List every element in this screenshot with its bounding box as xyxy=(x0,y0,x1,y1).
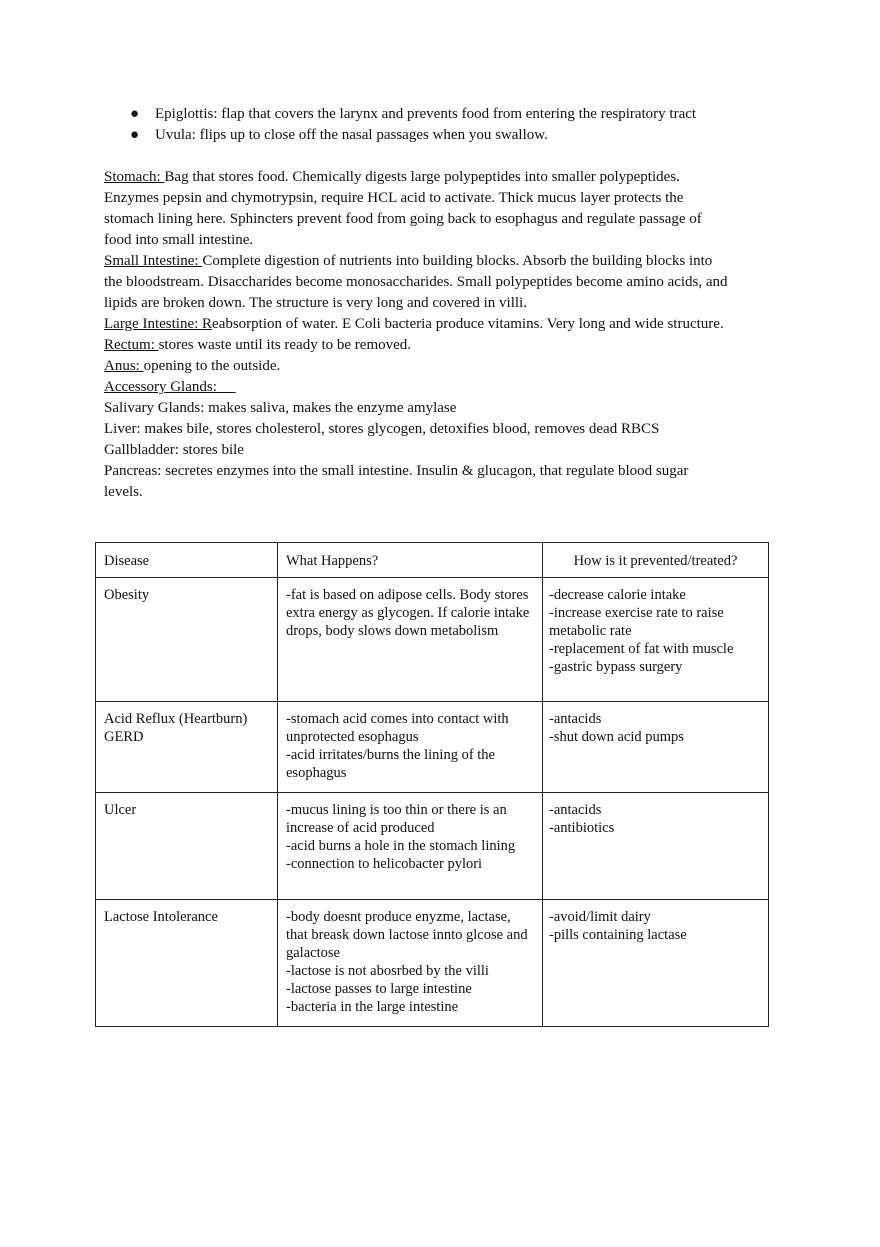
header-what-happens: What Happens? xyxy=(278,543,543,578)
cell-line: -bacteria in the large intestine xyxy=(286,999,459,1015)
bullet-item-epiglottis xyxy=(130,104,730,125)
organ-paragraph-anus xyxy=(104,356,729,377)
cell-line: -body doesnt produce enyzme, lactase, that breask down lactose innto glcose and galactose xyxy=(286,909,528,961)
accessory-glands-heading xyxy=(104,377,729,398)
cell-line: Ulcer xyxy=(104,802,137,818)
bullet-item-uvula xyxy=(130,125,730,146)
gland-pancreas: Pancreas: secretes enzymes into the small intestine. Insulin & glucagon, that regulate blood sugar levels. xyxy=(104,463,689,500)
cell-line: -antacids xyxy=(549,802,602,818)
accessory-heading-text: Accessory Glands: xyxy=(104,379,236,395)
cell-line: -antibiotics xyxy=(549,820,615,836)
organ-term: Rectum: xyxy=(104,337,159,353)
bullet-dot-icon: ● xyxy=(130,127,140,143)
organ-term: Large Intestine: R xyxy=(104,316,213,332)
cell-line: -replacement of fat with muscle xyxy=(549,641,734,657)
cell-line: Lactose Intolerance xyxy=(104,909,218,925)
cell-line: -acid irritates/burns the lining of the esophagus xyxy=(286,747,495,781)
cell-line: -fat is based on adipose cells. Body stores extra energy as glycogen. If calorie intake drops, body slows down metabolism xyxy=(286,587,530,639)
cell-line: -connection to helicobacter pylori xyxy=(286,856,483,872)
organ-desc: eabsorption of water. E Coli bacteria produce vitamins. Very long and wide structure. xyxy=(212,316,724,332)
organ-desc: Bag that stores food. Chemically digests large polypeptides into smaller polypeptides. Enzymes pepsin and chymotrypsin, require HCL acid to activate. Thick mucus layer protects the stomach lining here. Sphincters prevent food from going back to esophagus and regulate passage of food into small intestine. xyxy=(104,169,702,248)
bullet-dot-icon: ● xyxy=(130,106,140,122)
organ-desc: stores waste until its ready to be removed. xyxy=(158,337,412,353)
bullet-text: Epiglottis: flap that covers the larynx and prevents food from entering the respiratory tract xyxy=(155,106,697,122)
organ-paragraph-large-intestine xyxy=(104,314,729,335)
organ-paragraph-rectum xyxy=(104,335,729,356)
cell-what-happens xyxy=(278,793,543,900)
cell-line: -acid burns a hole in the stomach lining xyxy=(286,838,516,854)
cell-line: -antacids xyxy=(549,711,602,727)
gland-liver: Liver: makes bile, stores cholesterol, stores glycogen, detoxifies blood, removes dead RBCS xyxy=(104,421,660,437)
table-header-row xyxy=(96,543,769,578)
cell-treatment xyxy=(543,900,769,1027)
cell-line: -shut down acid pumps xyxy=(549,729,684,745)
cell-treatment xyxy=(543,702,769,793)
organ-desc: Complete digestion of nutrients into building blocks. Absorb the building blocks into the bloodstream. Disaccharides become monosaccharides. Small polypeptides become amino acids, and lipids are broken down. The structure is very long and covered in villi. xyxy=(104,253,728,311)
organ-desc: opening to the outside. xyxy=(143,358,281,374)
cell-line: GERD xyxy=(104,729,144,745)
organ-paragraph-small-intestine xyxy=(104,251,729,314)
cell-line: -gastric bypass surgery xyxy=(549,659,683,675)
organ-term: Small Intestine: xyxy=(104,253,203,269)
cell-line: -lactose passes to large intestine xyxy=(286,981,472,997)
cell-disease xyxy=(96,578,278,702)
gland-gallbladder: Gallbladder: stores bile xyxy=(104,442,244,458)
cell-line: -pills containing lactase xyxy=(549,927,687,943)
cell-treatment xyxy=(543,578,769,702)
organ-term: Anus: xyxy=(104,358,144,374)
table-row xyxy=(96,900,769,1027)
bullet-list xyxy=(130,104,730,146)
cell-line: Obesity xyxy=(104,587,150,603)
table-row xyxy=(96,793,769,900)
cell-disease xyxy=(96,702,278,793)
organ-paragraph-stomach xyxy=(104,167,729,251)
header-disease: Disease xyxy=(96,543,278,578)
cell-line: -increase exercise rate to raise metabolic rate xyxy=(549,605,724,639)
cell-line: -mucus lining is too thin or there is an increase of acid produced xyxy=(286,802,507,836)
disease-table xyxy=(95,542,769,1027)
cell-disease xyxy=(96,793,278,900)
cell-line: Acid Reflux (Heartburn) xyxy=(104,711,248,727)
cell-line: -avoid/limit dairy xyxy=(549,909,651,925)
notes-body xyxy=(104,167,729,503)
cell-line: -decrease calorie intake xyxy=(549,587,686,603)
bullet-text: Uvula: flips up to close off the nasal passages when you swallow. xyxy=(155,127,548,143)
cell-what-happens xyxy=(278,578,543,702)
table-row xyxy=(96,578,769,702)
table-row xyxy=(96,702,769,793)
cell-disease xyxy=(96,900,278,1027)
cell-line: -lactose is not abosrbed by the villi xyxy=(286,963,489,979)
cell-line: -stomach acid comes into contact with unprotected esophagus xyxy=(286,711,509,745)
cell-treatment xyxy=(543,793,769,900)
cell-what-happens xyxy=(278,702,543,793)
cell-what-happens xyxy=(278,900,543,1027)
gland-salivary: Salivary Glands: makes saliva, makes the enzyme amylase xyxy=(104,400,457,416)
header-prevention: How is it prevented/treated? xyxy=(543,543,769,578)
organ-term: Stomach: xyxy=(104,169,165,185)
